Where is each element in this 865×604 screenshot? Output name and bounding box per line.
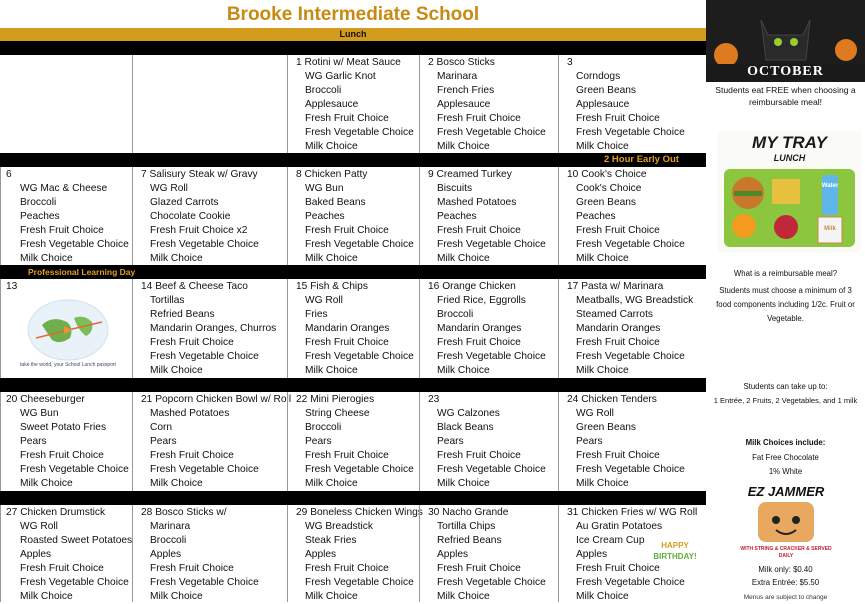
day-entree bbox=[559, 506, 706, 520]
day-cell bbox=[132, 505, 287, 602]
entree-name: Orange Chicken bbox=[442, 281, 516, 292]
menu-item: Pears bbox=[20, 436, 47, 447]
day-cell bbox=[287, 505, 423, 602]
menu-item: Apples bbox=[305, 549, 337, 560]
day-number: 10 bbox=[567, 169, 579, 180]
menu-item: Glazed Carrots bbox=[150, 197, 219, 208]
menu-item: Fresh Vegetable Choice bbox=[150, 239, 259, 250]
menu-item: Corn bbox=[150, 422, 173, 433]
menu-item: Ice Cream Cup bbox=[576, 535, 645, 546]
take-up-detail: 1 Entrée, 2 Fruits, 2 Vegetables, and 1 milk bbox=[713, 396, 858, 405]
menu-item: WG Bun bbox=[305, 183, 344, 194]
menu-item: Fresh Vegetable Choice bbox=[437, 351, 546, 362]
menu-item: Fresh Fruit Choice bbox=[20, 563, 104, 574]
my-tray-lunch-graphic bbox=[718, 131, 861, 252]
tray-subtitle: LUNCH bbox=[773, 153, 806, 163]
day-entree bbox=[288, 393, 419, 407]
menu-item: Marinara bbox=[150, 521, 191, 532]
menu-item: Milk Choice bbox=[437, 365, 490, 376]
entree-name: Cook's Choice bbox=[581, 169, 647, 180]
entree-name: Chicken Drumstick bbox=[20, 507, 106, 518]
menu-item: Fresh Fruit Choice bbox=[305, 337, 389, 348]
menu-item: WG Roll bbox=[305, 295, 343, 306]
menu-item: Pears bbox=[576, 436, 603, 447]
menu-item: Chocolate Cookie bbox=[150, 211, 231, 222]
menu-item: Fresh Vegetable Choice bbox=[437, 577, 546, 588]
globe-caption: take the world, your School Lunch passport bbox=[20, 362, 116, 368]
menu-item: Biscuits bbox=[437, 183, 473, 194]
day-number: 14 bbox=[141, 281, 153, 292]
menu-item: Fried Rice, Eggrolls bbox=[437, 295, 526, 306]
svg-text:BIRTHDAY!: BIRTHDAY! bbox=[653, 552, 697, 561]
menu-item: Fresh Vegetable Choice bbox=[150, 464, 259, 475]
menu-item: Milk Choice bbox=[150, 365, 203, 376]
day-entree bbox=[420, 168, 558, 182]
day-entree bbox=[133, 168, 287, 182]
day-cell bbox=[558, 167, 706, 279]
day-number: 13 bbox=[6, 281, 18, 292]
menu-item: Fresh Vegetable Choice bbox=[437, 127, 546, 138]
day-cell bbox=[132, 167, 287, 279]
menu-item: Fresh Fruit Choice bbox=[305, 113, 389, 124]
menu-item: Milk Choice bbox=[150, 478, 203, 489]
day-cell bbox=[419, 279, 558, 390]
menu-item: WG Mac & Cheese bbox=[20, 183, 108, 194]
menu-item: Fresh Fruit Choice bbox=[305, 225, 389, 236]
october-cat-banner bbox=[706, 0, 865, 82]
menu-item: Applesauce bbox=[576, 99, 630, 110]
day-number: 28 bbox=[141, 507, 153, 518]
day-cell bbox=[419, 505, 558, 602]
menu-item: Fresh Vegetable Choice bbox=[305, 577, 414, 588]
milk-choices-heading: Milk Choices include: bbox=[745, 438, 826, 447]
menu-item: Apples bbox=[150, 549, 182, 560]
day-entree bbox=[420, 506, 558, 520]
menu-item: Fresh Fruit Choice bbox=[150, 563, 234, 574]
day-number: 7 bbox=[141, 169, 147, 180]
day-entree bbox=[559, 280, 706, 294]
menu-item: Fresh Fruit Choice bbox=[437, 563, 521, 574]
menu-item: Steak Fries bbox=[305, 535, 357, 546]
menu-item: Peaches bbox=[576, 211, 616, 222]
svg-text:HAPPY: HAPPY bbox=[661, 541, 689, 550]
menu-item: Fresh Fruit Choice bbox=[576, 450, 660, 461]
menu-item: Applesauce bbox=[437, 99, 491, 110]
menu-item: Mandarin Oranges bbox=[576, 323, 661, 334]
menu-item: Fresh Fruit Choice bbox=[305, 563, 389, 574]
entree-name: Chicken Tenders bbox=[581, 394, 657, 405]
menu-item: Fresh Vegetable Choice bbox=[20, 239, 129, 250]
week-separator bbox=[0, 378, 706, 392]
day-entree bbox=[559, 168, 706, 182]
menu-item: Fresh Vegetable Choice bbox=[150, 577, 259, 588]
day-cell bbox=[132, 392, 292, 503]
day-cell bbox=[419, 392, 558, 503]
menu-item: Pears bbox=[150, 436, 177, 447]
menu-item: Peaches bbox=[20, 211, 60, 222]
menu-item: Fresh Vegetable Choice bbox=[576, 351, 685, 362]
day-cell bbox=[0, 505, 132, 602]
menu-item: Fresh Vegetable Choice bbox=[150, 351, 259, 362]
day-cell bbox=[287, 55, 419, 153]
day-entree bbox=[133, 393, 292, 407]
day-entree bbox=[133, 506, 287, 520]
entree-name: Salisury Steak w/ Gravy bbox=[149, 169, 258, 180]
menu-item: Mandarin Oranges bbox=[437, 323, 522, 334]
day-entree bbox=[559, 56, 706, 70]
menu-item: Milk Choice bbox=[305, 253, 358, 264]
menu-item: Fresh Vegetable Choice bbox=[20, 464, 129, 475]
milk-choice-white: 1% White bbox=[768, 467, 803, 476]
water-bottle-label: Water bbox=[821, 183, 839, 189]
day-entree bbox=[1, 168, 132, 182]
menu-item: Fresh Vegetable Choice bbox=[305, 464, 414, 475]
week-separator bbox=[0, 491, 706, 505]
day-cell bbox=[132, 279, 287, 390]
day-entree bbox=[420, 393, 558, 407]
menu-item: Apples bbox=[437, 549, 469, 560]
menu-item: Green Beans bbox=[576, 422, 637, 433]
day-number: 23 bbox=[428, 394, 440, 405]
menu-item: Milk Choice bbox=[150, 591, 203, 602]
day-number: 21 bbox=[141, 394, 153, 405]
day-number: 30 bbox=[428, 507, 440, 518]
menu-item: Sweet Potato Fries bbox=[20, 422, 107, 433]
menu-item: Milk Choice bbox=[437, 591, 490, 602]
menu-item: Fresh Vegetable Choice bbox=[576, 127, 685, 138]
menu-item: Fresh Fruit Choice bbox=[576, 563, 660, 574]
menu-item: Apples bbox=[20, 549, 52, 560]
menu-item: Fresh Fruit Choice bbox=[437, 337, 521, 348]
week-separator bbox=[0, 265, 706, 279]
day-number: 9 bbox=[428, 169, 434, 180]
milk-choice-chocolate: Fat Free Chocolate bbox=[752, 453, 819, 462]
day-entree bbox=[133, 280, 287, 294]
day-number: 27 bbox=[6, 507, 18, 518]
menu-item: Fresh Vegetable Choice bbox=[305, 239, 414, 250]
menu-item: String Cheese bbox=[305, 408, 370, 419]
day-entree bbox=[1, 393, 132, 407]
day-number: 20 bbox=[6, 394, 18, 405]
week-separator bbox=[0, 153, 706, 167]
day-cell bbox=[0, 392, 132, 503]
lunch-banner: Lunch bbox=[0, 28, 706, 41]
menu-item: Fresh Fruit Choice bbox=[20, 450, 104, 461]
reimbursable-answer: Students must choose a minimum of 3 food components including 1/2c. Fruit or Vegetable. bbox=[716, 286, 855, 323]
month-label: OCTOBER bbox=[747, 64, 824, 79]
menu-item: Steamed Carrots bbox=[576, 309, 654, 320]
entree-name: Rotini w/ Meat Sauce bbox=[304, 57, 401, 68]
day-entree bbox=[288, 280, 419, 294]
menu-item: Tortillas bbox=[150, 295, 185, 306]
ez-jammer-graphic bbox=[736, 484, 836, 564]
day-entree bbox=[288, 168, 419, 182]
menu-item: WG Roll bbox=[576, 408, 614, 419]
day-cell bbox=[287, 167, 419, 279]
day-number: 31 bbox=[567, 507, 579, 518]
entree-name: Popcorn Chicken Bowl w/ Roll bbox=[155, 394, 292, 405]
menu-item: Marinara bbox=[437, 71, 478, 82]
menu-item: WG Breadstick bbox=[305, 521, 373, 532]
entree-name: Boneless Chicken Wings bbox=[310, 507, 423, 518]
day-cell bbox=[287, 279, 419, 390]
day-number: 16 bbox=[428, 281, 440, 292]
day-entree bbox=[1, 506, 132, 520]
menu-item: Broccoli bbox=[437, 309, 474, 320]
menu-item: Milk Choice bbox=[437, 253, 490, 264]
menu-item: Milk Choice bbox=[20, 253, 73, 264]
menu-item: Apples bbox=[576, 549, 608, 560]
day-cell bbox=[287, 392, 419, 503]
menu-item: Fresh Vegetable Choice bbox=[305, 351, 414, 362]
menu-item: Fresh Fruit Choice x2 bbox=[150, 225, 248, 236]
day-entree bbox=[559, 393, 706, 407]
entree-name: Bosco Sticks bbox=[436, 57, 495, 68]
ez-jammer-subtitle: WITH STRING & CRACKER & SERVED DAILY bbox=[740, 546, 832, 559]
day-entree bbox=[420, 56, 558, 70]
menu-item: Milk Choice bbox=[576, 253, 629, 264]
school-title: Brooke Intermediate School bbox=[226, 4, 480, 25]
entree-name: Chicken Patty bbox=[304, 169, 368, 180]
menu-item: Refried Beans bbox=[150, 309, 215, 320]
day-cell bbox=[132, 55, 287, 153]
entree-name: Cheeseburger bbox=[20, 394, 85, 405]
menu-item: Milk Choice bbox=[305, 478, 358, 489]
day-number: 15 bbox=[296, 281, 308, 292]
tray-title: MY TRAY bbox=[752, 133, 827, 152]
day-number: 24 bbox=[567, 394, 579, 405]
menu-item: Roasted Sweet Potatoes bbox=[20, 535, 133, 546]
day-number: 1 bbox=[296, 57, 302, 68]
menu-item: WG Roll bbox=[150, 183, 188, 194]
menu-item: Fresh Vegetable Choice bbox=[576, 239, 685, 250]
menu-item: Milk Choice bbox=[305, 591, 358, 602]
entree-name: Pasta w/ Marinara bbox=[581, 281, 664, 292]
happy-birthday-sticker bbox=[646, 536, 704, 563]
menu-item: Fresh Vegetable Choice bbox=[437, 239, 546, 250]
menu-item: Green Beans bbox=[576, 85, 637, 96]
menu-item: Milk Choice bbox=[437, 141, 490, 152]
menu-item: Milk Choice bbox=[305, 365, 358, 376]
milk-carton-label: Milk bbox=[824, 226, 836, 232]
menu-item: Fresh Vegetable Choice bbox=[576, 464, 685, 475]
menu-item: Pears bbox=[305, 436, 332, 447]
entree-name: Nacho Grande bbox=[442, 507, 509, 518]
price-extra-entree: Extra Entrée: $5.50 bbox=[751, 578, 820, 587]
day-entree bbox=[420, 280, 558, 294]
day-cell bbox=[0, 167, 132, 279]
entree-name: Bosco Sticks w/ bbox=[155, 507, 227, 518]
menu-item: Applesauce bbox=[305, 99, 359, 110]
menu-item: Mandarin Oranges, Churros bbox=[150, 323, 277, 334]
menu-item: Peaches bbox=[437, 211, 477, 222]
menu-item: Fresh Fruit Choice bbox=[150, 337, 234, 348]
menu-item: Broccoli bbox=[305, 85, 342, 96]
menu-item: Milk Choice bbox=[576, 365, 629, 376]
day-cell bbox=[558, 279, 706, 390]
day-cell bbox=[419, 55, 558, 153]
menu-item: Fresh Fruit Choice bbox=[576, 113, 660, 124]
day-number: 22 bbox=[296, 394, 308, 405]
menu-change-note: Menus are subject to change bbox=[743, 594, 828, 601]
entree-name: Chicken Fries w/ WG Roll bbox=[581, 507, 698, 518]
price-milk-only: Milk only: $0.40 bbox=[758, 565, 813, 574]
menu-item: Black Beans bbox=[437, 422, 494, 433]
menu-item: WG Garlic Knot bbox=[305, 71, 376, 82]
menu-item: Corndogs bbox=[576, 71, 621, 82]
menu-item: Milk Choice bbox=[576, 591, 629, 602]
day-entree bbox=[288, 506, 423, 520]
ez-jammer-title: EZ JAMMER bbox=[747, 484, 825, 499]
menu-item: Milk Choice bbox=[305, 141, 358, 152]
menu-item: Milk Choice bbox=[20, 591, 73, 602]
menu-item: Broccoli bbox=[150, 535, 187, 546]
day-number: 17 bbox=[567, 281, 579, 292]
menu-item: Milk Choice bbox=[150, 253, 203, 264]
menu-item: Broccoli bbox=[20, 197, 57, 208]
menu-item: Refried Beans bbox=[437, 535, 502, 546]
menu-item: Fresh Vegetable Choice bbox=[20, 577, 129, 588]
day-cell bbox=[419, 167, 558, 279]
menu-item: Fries bbox=[305, 309, 328, 320]
menu-item: Fresh Fruit Choice bbox=[437, 450, 521, 461]
menu-item: Fresh Vegetable Choice bbox=[576, 577, 685, 588]
menu-item: Fresh Fruit Choice bbox=[437, 113, 521, 124]
menu-item: Fresh Vegetable Choice bbox=[305, 127, 414, 138]
info-sidebar bbox=[706, 0, 865, 602]
menu-item: Cook's Choice bbox=[576, 183, 642, 194]
menu-item: Fresh Fruit Choice bbox=[150, 450, 234, 461]
top-divider-bar bbox=[0, 41, 706, 55]
menu-item: Milk Choice bbox=[576, 141, 629, 152]
menu-item: Baked Beans bbox=[305, 197, 366, 208]
menu-item: French Fries bbox=[437, 85, 495, 96]
professional-learning-label: Professional Learning Day bbox=[28, 267, 136, 277]
menu-item: Green Beans bbox=[576, 197, 637, 208]
menu-item: Mandarin Oranges bbox=[305, 323, 390, 334]
menu-item: Fresh Vegetable Choice bbox=[437, 464, 546, 475]
menu-item: Meatballs, WG Breadstick bbox=[576, 295, 694, 306]
menu-item: Fresh Fruit Choice bbox=[437, 225, 521, 236]
menu-item: Fresh Fruit Choice bbox=[576, 337, 660, 348]
day-number: 29 bbox=[296, 507, 308, 518]
day-number: 8 bbox=[296, 169, 302, 180]
day-cell bbox=[558, 55, 706, 153]
menu-item: Mashed Potatoes bbox=[437, 197, 517, 208]
passport-globe-illustration bbox=[12, 290, 124, 370]
take-up-heading: Students can take up to: bbox=[743, 382, 828, 391]
entree-name: Beef & Cheese Taco bbox=[155, 281, 248, 292]
menu-item: Peaches bbox=[305, 211, 345, 222]
menu-item: Milk Choice bbox=[20, 478, 73, 489]
day-number: 2 bbox=[428, 57, 434, 68]
menu-item: Pears bbox=[437, 436, 464, 447]
menu-item: WG Roll bbox=[20, 521, 58, 532]
entree-name: Creamed Turkey bbox=[436, 169, 512, 180]
free-meal-note: Students eat FREE when choosing a reimbursable meal! bbox=[715, 85, 856, 107]
day-entree bbox=[288, 56, 419, 70]
day-cell bbox=[558, 392, 706, 503]
day-number: 3 bbox=[567, 57, 573, 68]
menu-item: WG Calzones bbox=[437, 408, 500, 419]
menu-item: Fresh Fruit Choice bbox=[576, 225, 660, 236]
menu-item: Mashed Potatoes bbox=[150, 408, 230, 419]
menu-item: Au Gratin Potatoes bbox=[576, 521, 663, 532]
reimbursable-question: What is a reimbursable meal? bbox=[733, 269, 838, 278]
entree-name: Fish & Chips bbox=[310, 281, 368, 292]
early-out-label: 2 Hour Early Out bbox=[604, 154, 679, 165]
entree-name: Mini Pierogies bbox=[310, 394, 375, 405]
menu-item: Fresh Fruit Choice bbox=[20, 225, 104, 236]
menu-item: Broccoli bbox=[305, 422, 342, 433]
menu-item: Fresh Fruit Choice bbox=[305, 450, 389, 461]
menu-item: Milk Choice bbox=[437, 478, 490, 489]
menu-item: WG Bun bbox=[20, 408, 59, 419]
day-number: 6 bbox=[6, 169, 12, 180]
menu-item: Tortilla Chips bbox=[437, 521, 496, 532]
menu-item: Milk Choice bbox=[576, 478, 629, 489]
day-cell bbox=[0, 55, 132, 153]
